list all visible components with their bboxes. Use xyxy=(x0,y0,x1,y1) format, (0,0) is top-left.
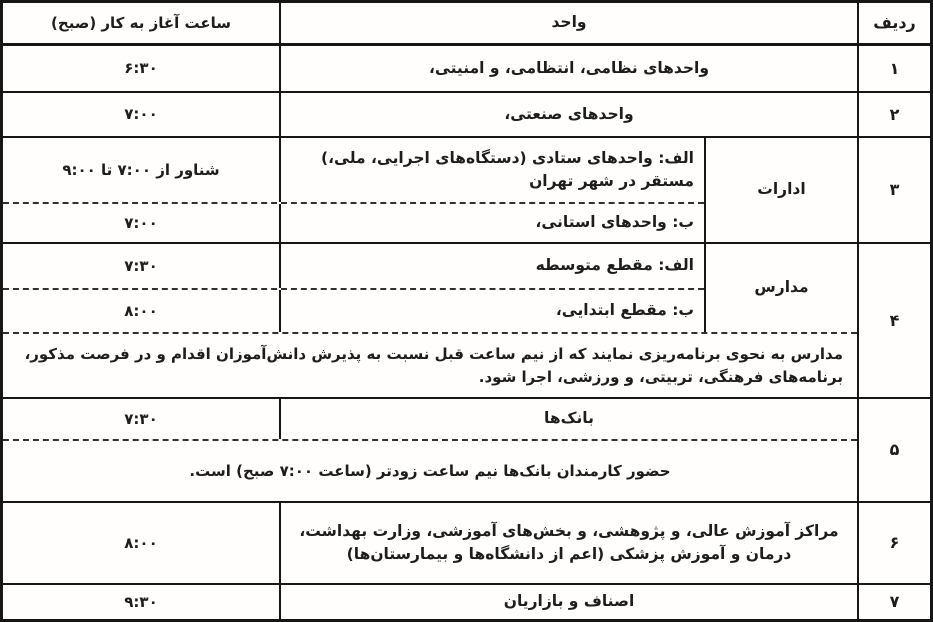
offices-subrows xyxy=(3,138,704,242)
table-row-military-units xyxy=(3,46,930,93)
table-row-offices xyxy=(3,138,930,244)
start-time: ۷:۳۰ xyxy=(124,256,158,275)
header-row-number: ردیف xyxy=(857,3,930,43)
sub-unit-name: ب: واحدهای استانی، xyxy=(279,204,704,242)
start-time: ۹:۳۰ xyxy=(124,592,158,611)
subrow-secondary-level xyxy=(3,244,704,288)
banks-note: حضور کارمندان بانک‌ها نیم ساعت زودتر (ساعت ۷:۰۰ صبح) است. xyxy=(189,461,671,480)
unit-name: بانک‌ها xyxy=(279,399,857,439)
table-row-higher-education xyxy=(3,503,930,585)
schools-note: مدارس به نحوی برنامه‌ریزی نمایند که از نیم ساعت قبل نسبت به پذیرش دانش‌آموزان اقدام و در فرصت مذکور، برنامه‌های فرهنگی، تربیتی، و ورزشی، اجرا شود. xyxy=(24,345,843,386)
banks-main-subrow xyxy=(3,399,857,439)
start-time: ۷:۳۰ xyxy=(124,409,158,428)
schools-content xyxy=(3,244,857,397)
table-row-banks xyxy=(3,399,930,503)
table-header-row xyxy=(3,3,930,46)
start-time: ۶:۳۰ xyxy=(124,59,158,78)
group-label-schools: مدارس xyxy=(704,244,857,332)
row-number: ۲ xyxy=(857,93,930,136)
group-label-offices: ادارات xyxy=(704,138,857,242)
unit-name: اصناف و بازاریان xyxy=(279,585,857,619)
row-number: ۳ xyxy=(857,138,930,242)
unit-name: واحدهای صنعتی، xyxy=(279,93,857,136)
sub-unit-name: ب: مقطع ابتدایی، xyxy=(279,290,704,332)
start-time: ۸:۰۰ xyxy=(124,301,158,320)
sub-unit-name: الف: مقطع متوسطه xyxy=(279,244,704,288)
schools-subrows xyxy=(3,244,704,332)
row-number: ۵ xyxy=(857,399,930,501)
row-number: ۷ xyxy=(857,585,930,619)
start-time: ۷:۰۰ xyxy=(124,105,158,124)
row-number: ۴ xyxy=(857,244,930,397)
row-number: ۶ xyxy=(857,503,930,583)
start-time: ۸:۰۰ xyxy=(124,533,158,552)
subrow-elementary-level xyxy=(3,290,704,332)
sub-unit-name: الف: واحدهای ستادی (دستگاه‌های اجرایی، ملی،) مستقر در شهر تهران xyxy=(279,138,704,202)
schools-subrows-area xyxy=(3,244,857,332)
row-number: ۱ xyxy=(857,46,930,91)
table-row-schools xyxy=(3,244,930,399)
unit-name: واحدهای نظامی، انتظامی، و امنیتی، xyxy=(279,46,857,91)
banks-content xyxy=(3,399,857,501)
subrow-provincial-units xyxy=(3,204,704,242)
table-row-industrial-units xyxy=(3,93,930,138)
start-time: ۷:۰۰ xyxy=(124,213,158,232)
header-start-time: ساعت آغاز به کار (صبح) xyxy=(51,13,231,32)
header-unit: واحد xyxy=(279,3,857,43)
start-time: شناور از ۷:۰۰ تا ۹:۰۰ xyxy=(62,160,220,179)
unit-name: مراکز آموزش عالی، و پژوهشی، و بخش‌های آموزشی، وزارت بهداشت، درمان و آموزش پزشکی (اعم از دانشگاه‌ها و بیمارستان‌ها) xyxy=(279,503,857,583)
table-row-guilds xyxy=(3,585,930,619)
subrow-hq-units xyxy=(3,138,704,202)
